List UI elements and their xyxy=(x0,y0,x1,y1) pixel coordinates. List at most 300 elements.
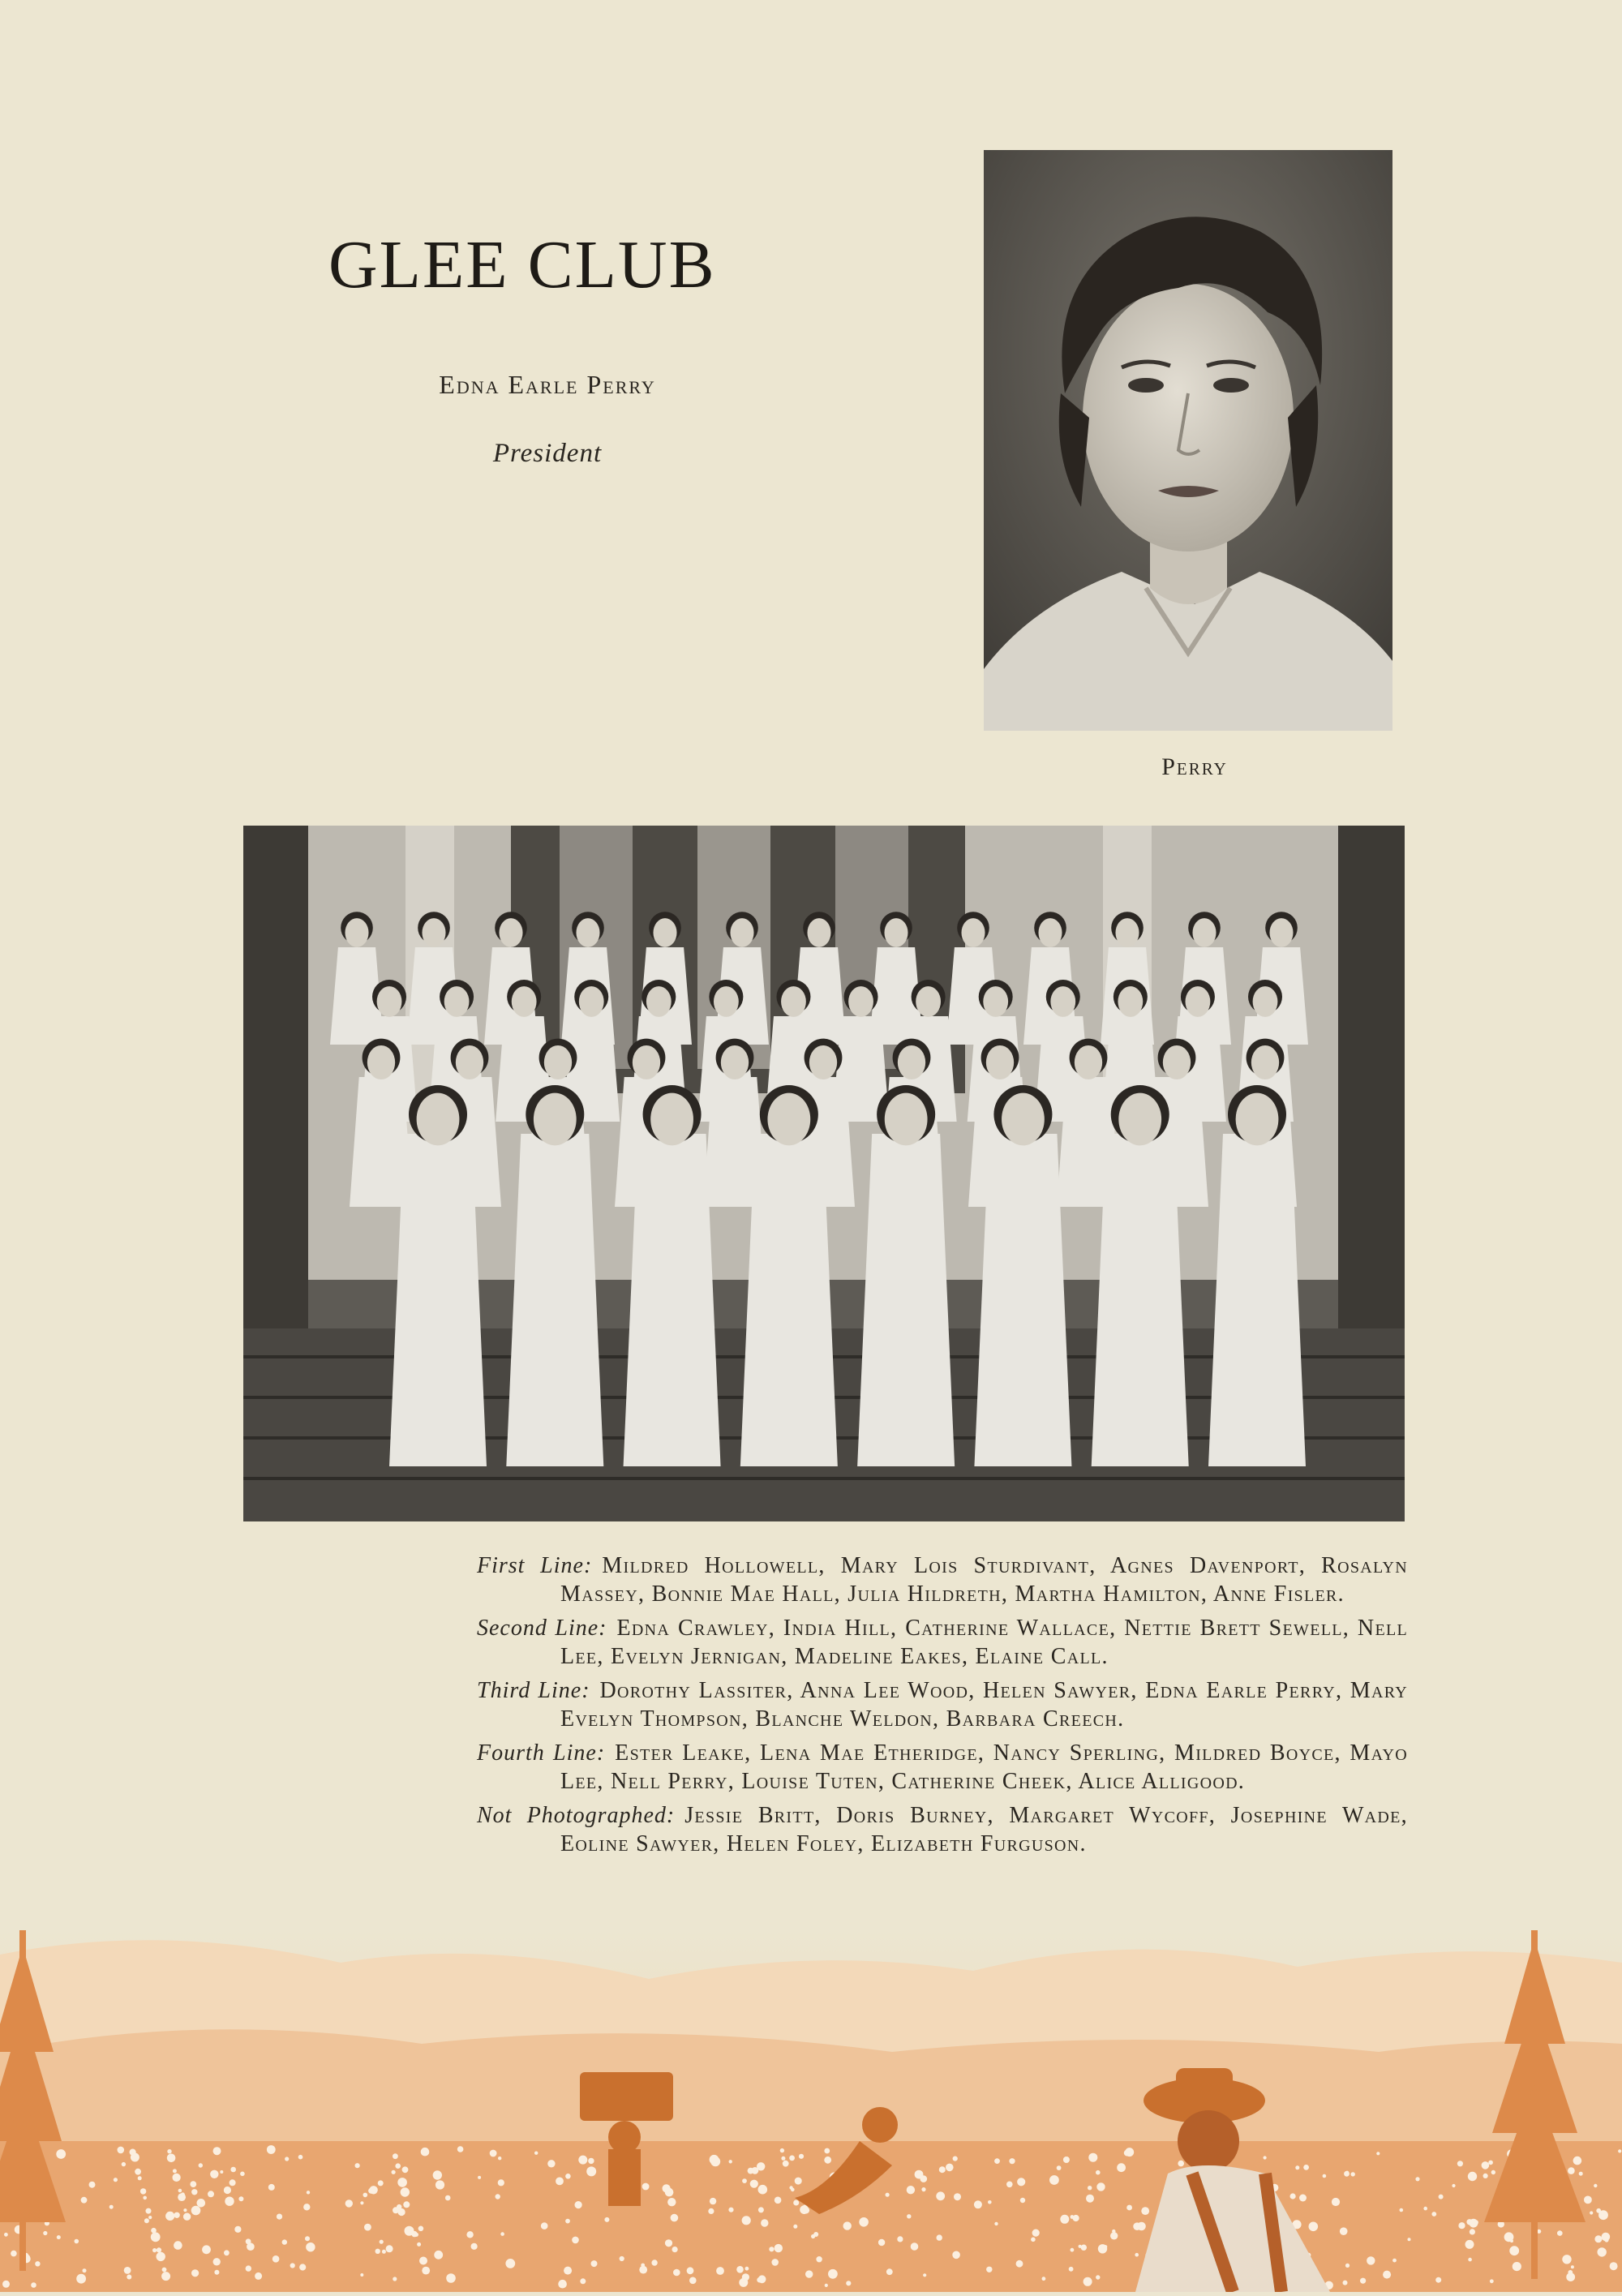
cotton-boll xyxy=(1344,2171,1350,2177)
cotton-boll xyxy=(56,2149,66,2159)
cotton-boll xyxy=(1618,2149,1621,2152)
singer-face xyxy=(916,986,941,1017)
cotton-boll xyxy=(1509,2246,1519,2255)
cotton-boll xyxy=(43,2231,47,2235)
singer-face xyxy=(1269,918,1293,947)
roster-third-line xyxy=(477,1676,1408,1733)
cotton-boll xyxy=(135,2169,141,2175)
cotton-boll xyxy=(564,2267,572,2275)
cotton-boll xyxy=(575,2201,582,2208)
cotton-boll xyxy=(672,2247,678,2252)
cotton-boll xyxy=(268,2184,275,2191)
cotton-boll xyxy=(620,2256,624,2261)
cotton-boll xyxy=(500,2232,504,2236)
roster-caption xyxy=(477,1551,1408,1864)
singer-face xyxy=(499,918,522,947)
cotton-boll xyxy=(781,2157,785,2161)
cotton-boll xyxy=(1083,2277,1092,2286)
cotton-boll xyxy=(191,2206,201,2216)
cotton-boll xyxy=(1568,2270,1573,2275)
cotton-boll xyxy=(282,2239,287,2244)
cotton-boll xyxy=(1610,2262,1618,2270)
cotton-boll xyxy=(1049,2175,1059,2185)
cotton-boll xyxy=(364,2224,371,2231)
cotton-boll xyxy=(729,2160,732,2163)
cotton-boll xyxy=(775,2197,782,2204)
cotton-boll xyxy=(953,2157,958,2161)
cotton-boll xyxy=(791,2188,795,2192)
cotton-boll xyxy=(578,2156,587,2165)
singer-face xyxy=(534,1093,577,1146)
cotton-boll xyxy=(710,2198,716,2204)
cotton-boll xyxy=(382,2250,386,2254)
cotton-boll xyxy=(402,2166,409,2173)
singer-face xyxy=(714,986,739,1017)
cotton-boll xyxy=(146,2208,152,2214)
cotton-boll xyxy=(886,2268,893,2275)
singer-face xyxy=(885,1093,928,1146)
cotton-boll xyxy=(750,2180,758,2188)
cotton-boll xyxy=(306,2242,315,2251)
cotton-boll xyxy=(151,2232,161,2242)
cotton-boll xyxy=(689,2277,697,2285)
cotton-boll xyxy=(994,2222,998,2225)
cotton-boll xyxy=(118,2147,125,2154)
singer-face xyxy=(721,1045,749,1079)
cotton-boll xyxy=(1457,2161,1463,2166)
cotton-boll xyxy=(1584,2196,1592,2204)
cotton-boll xyxy=(1468,2172,1477,2181)
cotton-boll xyxy=(793,2225,797,2229)
cotton-boll xyxy=(665,2188,674,2197)
cotton-boll xyxy=(803,2207,809,2213)
cotton-boll xyxy=(183,2213,191,2221)
singer-dress xyxy=(624,1134,721,1466)
singer-face xyxy=(1075,1045,1102,1079)
cotton-boll xyxy=(1178,2161,1184,2167)
cotton-boll xyxy=(422,2267,430,2275)
cotton-boll xyxy=(299,2264,306,2270)
cotton-boll xyxy=(234,2226,241,2233)
cotton-boll xyxy=(1032,2229,1040,2237)
cotton-boll xyxy=(434,2251,443,2260)
glee-club-group-photo xyxy=(243,826,1405,1521)
singer-face xyxy=(417,1093,460,1146)
cotton-boll xyxy=(907,2214,911,2218)
cotton-boll xyxy=(954,2193,961,2200)
cotton-boll xyxy=(758,2207,764,2212)
cotton-boll xyxy=(591,2260,598,2267)
cotton-boll xyxy=(1060,2215,1069,2224)
cotton-boll xyxy=(1299,2195,1307,2202)
roster-names: Dorothy Lassiter, Anna Lee Wood, Helen Sawyer, Edna Earle Perry, Mary Evelyn Thompson, Blanche Weldon, Barbara Creech. xyxy=(560,1678,1408,1732)
singer-dress xyxy=(974,1134,1071,1466)
singer-face xyxy=(1251,1045,1279,1079)
singer-face xyxy=(983,986,1008,1017)
cotton-boll xyxy=(127,2275,131,2280)
cotton-boll xyxy=(1063,2157,1070,2163)
cotton-boll xyxy=(752,2167,759,2174)
cotton-boll xyxy=(1057,2165,1062,2170)
cotton-boll xyxy=(911,2242,919,2251)
singer-dress xyxy=(1208,1134,1306,1466)
cotton-boll xyxy=(761,2219,768,2226)
cotton-boll xyxy=(1571,2265,1574,2268)
cotton-boll xyxy=(1124,2150,1131,2157)
singer-face xyxy=(345,918,368,947)
singer-face xyxy=(646,986,672,1017)
cotton-boll xyxy=(178,2189,182,2193)
cotton-boll xyxy=(157,2247,161,2252)
cotton-boll xyxy=(1392,2259,1397,2263)
cotton-boll xyxy=(825,2284,828,2287)
cotton-boll xyxy=(303,2204,310,2210)
cotton-boll xyxy=(1006,2182,1013,2188)
cotton-boll xyxy=(197,2199,206,2208)
cotton-boll xyxy=(742,2178,747,2183)
cotton-boll xyxy=(307,2191,310,2194)
cotton-boll xyxy=(214,2270,219,2275)
cotton-boll xyxy=(173,2169,177,2173)
cotton-boll xyxy=(419,2257,427,2265)
cotton-boll xyxy=(843,2221,852,2229)
cotton-boll xyxy=(436,2180,444,2189)
page-title: GLEE CLUB xyxy=(328,227,716,303)
singer-face xyxy=(579,986,604,1017)
cotton-boll xyxy=(1573,2157,1582,2165)
singer-dress xyxy=(389,1134,487,1466)
singer-dress xyxy=(857,1134,955,1466)
cotton-boll xyxy=(1343,2281,1348,2285)
cotton-boll xyxy=(1598,2247,1607,2256)
cotton-boll xyxy=(1096,2275,1100,2279)
cotton-boll xyxy=(878,2239,885,2246)
cotton-boll xyxy=(375,2249,380,2254)
cotton-boll xyxy=(687,2267,694,2274)
roster-label: Not Photographed: xyxy=(477,1803,676,1828)
cotton-boll xyxy=(161,2272,170,2281)
cotton-boll xyxy=(1435,2277,1441,2283)
cotton-boll xyxy=(736,2266,744,2273)
cotton-boll xyxy=(1081,2245,1087,2251)
cotton-boll xyxy=(393,2153,398,2159)
singer-face xyxy=(576,918,599,947)
cotton-boll xyxy=(665,2239,672,2247)
cotton-boll xyxy=(1088,2186,1092,2190)
singer-face xyxy=(377,986,402,1017)
cotton-boll xyxy=(1367,2256,1375,2264)
cotton-boll xyxy=(1415,2177,1419,2181)
singer-face xyxy=(456,1045,483,1079)
cotton-boll xyxy=(2,2281,10,2288)
singer-dress xyxy=(740,1134,838,1466)
cotton-boll xyxy=(421,2148,430,2157)
cotton-boll xyxy=(1439,2195,1444,2199)
cotton-boll xyxy=(1452,2184,1455,2187)
cotton-boll xyxy=(556,2178,564,2186)
cotton-boll xyxy=(1488,2161,1493,2165)
cotton-boll xyxy=(496,2194,500,2199)
singer-face xyxy=(1038,918,1062,947)
cotton-boll xyxy=(210,2170,218,2178)
cotton-boll xyxy=(974,2200,982,2208)
roster-not-photographed xyxy=(477,1801,1408,1858)
cotton-boll xyxy=(769,2247,774,2251)
cotton-field-illustration xyxy=(0,1930,1622,2292)
officer-title: President xyxy=(492,439,603,468)
cotton-boll xyxy=(799,2154,804,2159)
cotton-boll xyxy=(534,2152,538,2155)
cotton-boll xyxy=(272,2255,280,2263)
cotton-boll xyxy=(414,2233,418,2237)
cotton-boll xyxy=(1096,2170,1101,2175)
cotton-boll xyxy=(378,2180,384,2186)
cotton-boll xyxy=(446,2273,456,2283)
cotton-boll xyxy=(397,2178,407,2187)
singer-dress xyxy=(1092,1134,1189,1466)
cotton-boll xyxy=(716,2267,724,2275)
cotton-boll xyxy=(745,2267,749,2271)
cotton-boll xyxy=(1482,2161,1490,2169)
cotton-boll xyxy=(1470,2229,1475,2234)
cotton-boll xyxy=(1009,2158,1015,2164)
singer-face xyxy=(633,1045,660,1079)
cotton-boll xyxy=(417,2242,421,2247)
cotton-boll xyxy=(355,2163,360,2168)
cotton-boll xyxy=(936,2191,945,2200)
roster-label: Third Line: xyxy=(477,1678,590,1703)
cotton-boll xyxy=(897,2236,903,2242)
cotton-boll xyxy=(498,2157,501,2160)
cotton-boll xyxy=(775,2244,783,2252)
cotton-boll xyxy=(498,2179,504,2186)
cotton-boll xyxy=(220,2170,223,2174)
cotton-boll xyxy=(671,2214,679,2222)
roster-label: First Line: xyxy=(477,1553,593,1578)
cotton-boll xyxy=(1351,2172,1355,2176)
singer-face xyxy=(650,1093,693,1146)
cotton-boll xyxy=(230,2179,236,2186)
cotton-boll xyxy=(224,2187,231,2194)
cotton-boll xyxy=(805,2270,813,2277)
cotton-boll xyxy=(1510,2239,1513,2242)
cotton-boll xyxy=(1126,2205,1132,2211)
cotton-boll xyxy=(138,2176,142,2180)
cotton-boll xyxy=(4,2233,8,2237)
cotton-boll xyxy=(471,2243,478,2250)
cotton-boll xyxy=(174,2241,182,2250)
cotton-boll xyxy=(1483,2174,1488,2178)
cotton-boll xyxy=(986,2267,992,2272)
singer-dress xyxy=(506,1134,603,1466)
cotton-boll xyxy=(1016,2260,1023,2268)
singer-face xyxy=(1118,1093,1161,1146)
cotton-boll xyxy=(162,2268,167,2272)
cotton-boll xyxy=(505,2259,515,2268)
cotton-boll xyxy=(1458,2222,1465,2229)
cotton-boll xyxy=(783,2161,789,2167)
cotton-boll xyxy=(1513,2262,1521,2271)
roster-names: Ester Leake, Lena Mae Etheridge, Nancy Sperling, Mildred Boyce, Mayo Lee, Nell Perry, Louise Tuten, Catherine Cheek, Alice Alligood. xyxy=(560,1740,1408,1794)
cotton-boll xyxy=(828,2269,838,2279)
cotton-boll xyxy=(642,2183,650,2191)
cotton-boll xyxy=(1594,2235,1602,2242)
cotton-boll xyxy=(246,2238,251,2244)
cotton-boll xyxy=(380,2240,384,2244)
cotton-boll xyxy=(1598,2210,1608,2220)
cotton-boll xyxy=(213,2258,221,2265)
cotton-boll xyxy=(824,2148,830,2154)
cotton-boll xyxy=(1141,2207,1149,2215)
roster-label: Fourth Line: xyxy=(477,1740,606,1766)
cotton-boll xyxy=(109,2205,114,2209)
cotton-boll xyxy=(757,2277,762,2283)
roster-fourth-line xyxy=(477,1739,1408,1796)
cotton-boll xyxy=(1086,2195,1094,2203)
cotton-boll xyxy=(457,2146,464,2152)
roster-names: Mildred Hollowell, Mary Lois Sturdivant, Agnes Davenport, Rosalyn Massey, Bonnie Mae Hall, Julia Hildreth, Martha Hamilton, Anne Fisler. xyxy=(560,1553,1408,1607)
cotton-boll xyxy=(1017,2178,1025,2186)
cotton-boll xyxy=(1290,2193,1296,2199)
roster-first-line xyxy=(477,1551,1408,1608)
singer-face xyxy=(422,918,445,947)
cotton-boll xyxy=(267,2145,276,2154)
cotton-boll xyxy=(238,2196,243,2201)
singer-face xyxy=(961,918,985,947)
cotton-boll xyxy=(886,2193,890,2197)
cotton-boll xyxy=(547,2160,555,2167)
cotton-boll xyxy=(397,2204,401,2209)
cotton-boll xyxy=(393,2277,397,2281)
cotton-boll xyxy=(173,2174,181,2182)
cotton-boll xyxy=(946,2164,954,2172)
cotton-boll xyxy=(1264,2156,1267,2159)
cotton-boll xyxy=(994,2158,1000,2164)
cotton-boll xyxy=(988,2200,992,2204)
cotton-boll xyxy=(1323,2174,1327,2178)
cotton-boll xyxy=(240,2172,245,2177)
cotton-boll xyxy=(148,2216,152,2219)
cotton-boll xyxy=(816,2256,822,2262)
singer-face xyxy=(1253,986,1278,1017)
cotton-boll xyxy=(225,2197,234,2206)
cotton-boll xyxy=(1470,2219,1478,2228)
cotton-boll xyxy=(1400,2208,1404,2212)
singer-face xyxy=(807,918,830,947)
cotton-boll xyxy=(418,2226,424,2232)
cotton-boll xyxy=(1020,2198,1025,2203)
cotton-boll xyxy=(363,2193,368,2198)
cotton-boll xyxy=(31,2282,36,2288)
portrait-caption: Perry xyxy=(1161,753,1228,780)
cotton-boll xyxy=(224,2250,230,2255)
cotton-boll xyxy=(114,2178,118,2182)
cotton-boll xyxy=(167,2149,171,2153)
cotton-boll xyxy=(1295,2165,1299,2169)
cotton-boll xyxy=(1408,2238,1411,2241)
cotton-boll xyxy=(405,2226,414,2236)
singer-face xyxy=(986,1045,1014,1079)
roster-second-line xyxy=(477,1614,1408,1671)
singer-face xyxy=(653,918,676,947)
cotton-boll xyxy=(588,2158,594,2164)
singer-face xyxy=(781,986,806,1017)
roster-names: Edna Crawley, India Hill, Catherine Wallace, Nettie Brett Sewell, Nell Lee, Evelyn Jernigan, Madeline Eakes, Elaine Call. xyxy=(560,1616,1408,1669)
singer-face xyxy=(367,1045,395,1079)
cotton-boll xyxy=(445,2195,451,2201)
cotton-boll xyxy=(183,2208,187,2212)
cotton-boll xyxy=(1423,2207,1427,2211)
cotton-boll xyxy=(793,2200,799,2206)
cotton-boll xyxy=(1465,2240,1474,2249)
cotton-boll xyxy=(1133,2222,1141,2230)
cotton-boll xyxy=(290,2263,295,2268)
cotton-boll xyxy=(403,2201,410,2208)
cotton-boll xyxy=(202,2245,211,2254)
cotton-boll xyxy=(742,2216,751,2225)
cotton-boll xyxy=(742,2273,749,2281)
cotton-boll xyxy=(795,2178,802,2185)
cotton-boll xyxy=(1309,2222,1319,2232)
cotton-boll xyxy=(1096,2182,1105,2191)
cotton-boll xyxy=(1135,2253,1139,2257)
cotton-boll xyxy=(1088,2153,1097,2162)
cotton-boll xyxy=(345,2199,353,2207)
cotton-boll xyxy=(937,2234,942,2240)
singer-face xyxy=(1186,986,1211,1017)
singer-face xyxy=(1002,1093,1045,1146)
cotton-boll xyxy=(604,2217,609,2222)
cotton-boll xyxy=(285,2157,289,2161)
cotton-boll xyxy=(1069,2267,1074,2272)
cotton-boll xyxy=(541,2222,548,2229)
cotton-boll xyxy=(360,2201,363,2204)
cotton-boll xyxy=(572,2237,579,2244)
cotton-boll xyxy=(75,2239,79,2244)
cotton-boll xyxy=(673,2269,680,2277)
cotton-boll xyxy=(57,2235,61,2239)
roster-label: Second Line: xyxy=(477,1616,607,1641)
cotton-boll xyxy=(1098,2244,1107,2253)
cotton-boll xyxy=(1590,2211,1593,2214)
cotton-boll xyxy=(191,2189,197,2195)
cotton-boll xyxy=(152,2248,157,2252)
cotton-boll xyxy=(923,2273,926,2277)
singer-face xyxy=(898,1045,925,1079)
singer-face xyxy=(1115,918,1139,947)
cotton-boll xyxy=(386,2245,393,2252)
cotton-boll xyxy=(1031,2238,1036,2242)
cotton-boll xyxy=(915,2170,924,2179)
cotton-boll xyxy=(144,2218,149,2223)
cotton-boll xyxy=(401,2187,410,2196)
cotton-boll xyxy=(277,2214,282,2220)
cotton-boll xyxy=(1376,2152,1380,2155)
cotton-boll xyxy=(199,2163,203,2167)
singer-face xyxy=(884,918,908,947)
cotton-boll xyxy=(76,2274,86,2284)
cotton-boll xyxy=(360,2273,363,2277)
cotton-boll xyxy=(178,2193,186,2201)
cotton-boll xyxy=(1110,2232,1118,2239)
cotton-boll xyxy=(1468,2258,1472,2262)
singer-face xyxy=(809,1045,837,1079)
cotton-boll xyxy=(81,2197,88,2204)
cotton-boll xyxy=(35,2261,40,2266)
cotton-boll xyxy=(11,2251,17,2257)
cotton-boll xyxy=(208,2191,214,2197)
singer-face xyxy=(544,1045,572,1079)
